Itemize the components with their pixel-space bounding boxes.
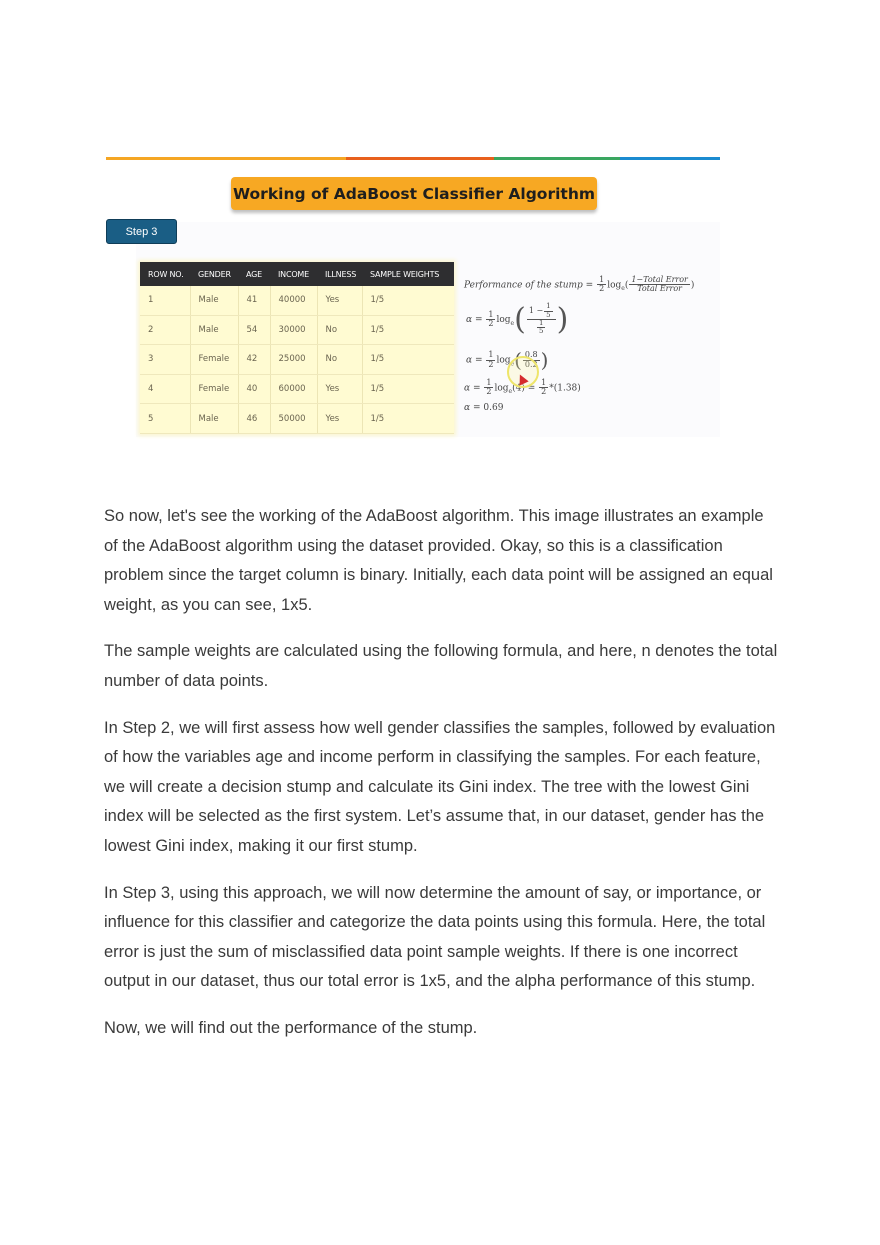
- table-row: [140, 374, 454, 404]
- fifth-denominator: 5: [546, 310, 551, 319]
- fifth-fraction: [544, 303, 552, 319]
- cell-illness: No: [317, 315, 362, 345]
- log-text: log: [494, 383, 509, 394]
- log-base: e: [510, 360, 515, 368]
- article-body: [104, 502, 780, 1061]
- fifth-fraction: [537, 320, 545, 336]
- log-base: e: [621, 285, 625, 293]
- cell-age: 42: [238, 345, 270, 375]
- cell-sample-weight: 1/5: [362, 345, 454, 375]
- cell-gender: Male: [190, 315, 238, 345]
- log-text: log: [496, 355, 511, 366]
- cell-row-no: 1: [140, 286, 190, 315]
- dataset-table: [140, 262, 454, 434]
- half-numerator: 1: [488, 350, 494, 360]
- table-row: [140, 404, 454, 434]
- cell-illness: No: [317, 345, 362, 375]
- table-row: [140, 345, 454, 375]
- ratio-denominator: 0.2: [524, 359, 538, 369]
- cell-gender: Female: [190, 374, 238, 404]
- equals-sign: =: [472, 403, 481, 413]
- cell-sample-weight: 1/5: [362, 315, 454, 345]
- table-header-row: [140, 262, 454, 286]
- half-fraction: [486, 351, 495, 369]
- fifth-numerator: 1: [546, 302, 551, 311]
- alpha-symbol: α: [464, 403, 471, 413]
- cell-income: 30000: [270, 315, 317, 345]
- log-text: log: [496, 315, 511, 325]
- header-row-no: ROW NO.: [140, 262, 190, 286]
- header-sample-weights: SAMPLE WEIGHTS: [362, 262, 454, 286]
- half-fraction: [539, 379, 548, 397]
- ratio-numerator: [527, 303, 556, 320]
- cell-sample-weight: 1/5: [362, 286, 454, 315]
- ratio-numerator: 0.8: [524, 350, 538, 360]
- cell-income: 40000: [270, 286, 317, 315]
- header-age: AGE: [238, 262, 270, 286]
- half-numerator: 1: [599, 275, 605, 284]
- log-base: e: [508, 388, 513, 396]
- half-denominator: 2: [488, 359, 494, 369]
- table-row: [140, 286, 454, 315]
- cell-row-no: 3: [140, 345, 190, 375]
- multiplier-text: *(1.38): [549, 383, 581, 394]
- cell-age: 46: [238, 404, 270, 434]
- cell-age: 40: [238, 374, 270, 404]
- half-numerator: 1: [541, 378, 547, 387]
- equals-sign: =: [585, 280, 594, 291]
- paragraph: Now, we will find out the performance of the stump.: [104, 1018, 478, 1037]
- cell-sample-weight: 1/5: [362, 374, 454, 404]
- cell-income: 60000: [270, 374, 317, 404]
- fifth-numerator: 1: [538, 319, 544, 327]
- formula-performance: Performance of the stump = $\frac{1}{2}$ $\log_e$( $\frac{\text{1−Total Error}}{\text{Total Error}}$ ): [464, 275, 695, 294]
- cell-row-no: 4: [140, 374, 190, 404]
- equals-sign: =: [474, 355, 483, 366]
- half-denominator: 2: [488, 319, 494, 328]
- cell-income: 25000: [270, 345, 317, 375]
- divider-segment-red: [346, 157, 494, 160]
- error-numerator: 1−Total Error: [631, 275, 688, 284]
- half-fraction: [484, 379, 493, 397]
- cell-gender: Male: [190, 404, 238, 434]
- cell-row-no: 2: [140, 315, 190, 345]
- half-fraction: [597, 276, 606, 294]
- cell-gender: Male: [190, 286, 238, 315]
- half-numerator: 1: [486, 378, 492, 387]
- divider-segment-blue: [620, 157, 720, 160]
- adaboost-figure: [106, 172, 720, 442]
- ratio-denominator: [534, 320, 548, 336]
- paragraph: The sample weights are calculated using the following formula, and here, n denotes the total number of data points.: [104, 642, 778, 690]
- cell-gender: Female: [190, 345, 238, 375]
- log-text: log: [607, 280, 622, 291]
- equals-sign: =: [472, 383, 481, 394]
- half-numerator: 1: [488, 309, 494, 319]
- step-badge: Step 3: [106, 219, 177, 244]
- cell-age: 41: [238, 286, 270, 315]
- half-denominator: 2: [599, 284, 605, 294]
- formula-alpha-step2: α = $\frac{1}{2}$ $\log_e$( $\frac{0.8}{0.2}$ ): [466, 348, 549, 372]
- top-divider-line: [106, 157, 720, 160]
- header-income: INCOME: [270, 262, 317, 286]
- paragraph: In Step 2, we will first assess how well gender classifies the samples, followed by evaluation of how the variables age and income perform in classifying the samples. For each feature, we will create a decision stump and calculate its Gini index. The tree with the lowest Gini index will be selected as the first system. Let’s assume that, in our dataset, gender has the lowest Gini index, making it our first stump.: [104, 718, 776, 855]
- equals-sign: =: [474, 315, 483, 325]
- cell-illness: Yes: [317, 374, 362, 404]
- formula-alpha-step1: α = $\frac{1}{2}$ $\log_e$( 1 − $\frac{1}{5}$ $\frac{1}{5}$ ): [466, 302, 569, 337]
- half-denominator: 2: [486, 387, 492, 397]
- formula-alpha-result: [464, 403, 503, 413]
- ratio-fraction: [527, 303, 556, 335]
- one-minus-text: 1 −: [528, 306, 544, 316]
- alpha-symbol: α: [466, 315, 473, 325]
- half-denominator: 2: [541, 387, 547, 397]
- log-argument: (4): [512, 383, 525, 394]
- cell-illness: Yes: [317, 286, 362, 315]
- alpha-value: 0.69: [483, 403, 504, 413]
- alpha-symbol: α: [466, 355, 473, 366]
- cell-sample-weight: 1/5: [362, 404, 454, 434]
- log-base: e: [510, 319, 515, 327]
- equals-sign: =: [527, 383, 536, 394]
- divider-segment-green: [494, 157, 620, 160]
- header-illness: ILLNESS: [317, 262, 362, 286]
- error-fraction: [629, 276, 690, 294]
- divider-segment-orange: [106, 157, 346, 160]
- cell-age: 54: [238, 315, 270, 345]
- cell-income: 50000: [270, 404, 317, 434]
- cell-row-no: 5: [140, 404, 190, 434]
- figure-title-banner: Working of AdaBoost Classifier Algorithm: [231, 177, 597, 210]
- table-row: [140, 315, 454, 345]
- cell-illness: Yes: [317, 404, 362, 434]
- paragraph: In Step 3, using this approach, we will now determine the amount of say, or importance, or influence for this classifier and categorize the data points using this formula. Here, the total error is just the sum of misclassified data point sample weights. If there is one incorrect output in our dataset, thus our total error is 1x5, and the alpha performance of this stump.: [104, 883, 766, 991]
- formula-lhs-text: Performance of the stump: [464, 280, 583, 291]
- half-fraction: [486, 311, 495, 329]
- error-denominator: Total Error: [637, 284, 682, 294]
- header-gender: GENDER: [190, 262, 238, 286]
- alpha-symbol: α: [464, 383, 471, 394]
- paragraph: So now, let's see the working of the AdaBoost algorithm. This image illustrates an example of the AdaBoost algorithm using the dataset provided. Okay, so this is a classification problem since the target column is binary. Initially, each data point will be assigned an equal weight, as you can see, 1x5.: [104, 507, 773, 614]
- fifth-denominator: 5: [538, 327, 544, 336]
